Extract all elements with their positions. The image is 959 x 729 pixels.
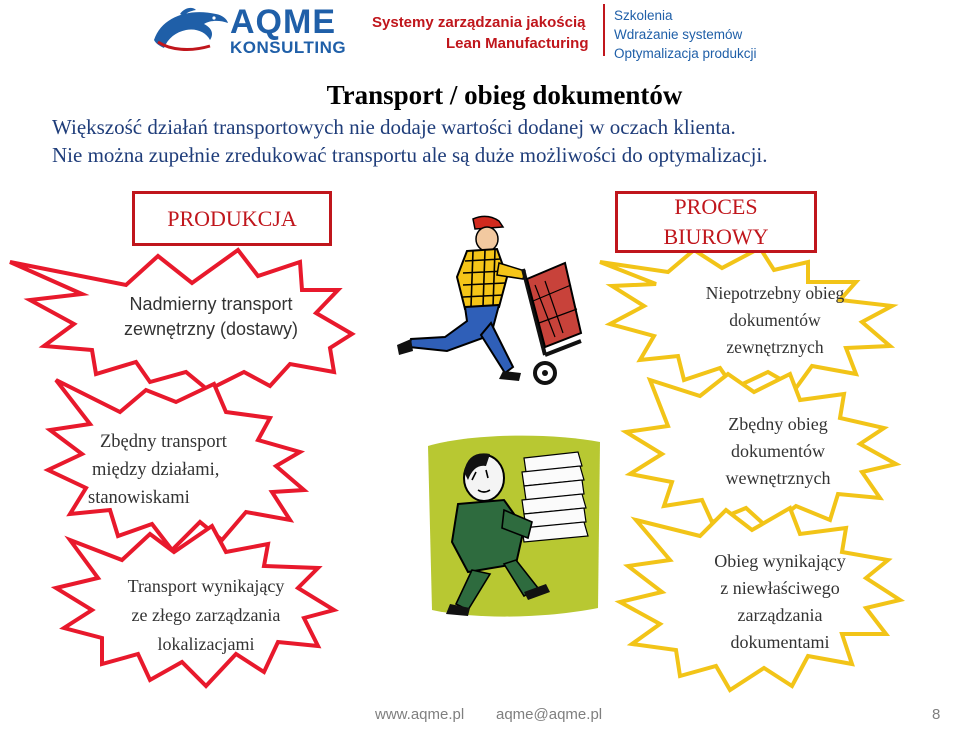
item-line: zewnętrzny (dostawy): [123, 319, 299, 339]
page-number: 8: [932, 706, 941, 723]
logo-brand-text: AQME: [230, 3, 336, 41]
item-line: wewnętrznych: [725, 468, 831, 488]
item-line: Zbędny transport: [100, 432, 227, 452]
item-line: między działami,: [92, 460, 220, 480]
item-line: dokumentów: [731, 441, 825, 461]
man-carrying-documents-icon: [428, 432, 600, 620]
item-line: zewnętrznych: [726, 337, 824, 357]
office-section-label-line-2: BIUROWY: [663, 224, 769, 249]
production-section-box: [132, 191, 332, 246]
production-item-external-transport: [86, 292, 336, 342]
item-line: dokumentów: [729, 310, 821, 330]
item-line: lokalizacjami: [157, 634, 255, 654]
production-item-internal-transport: [88, 428, 292, 512]
item-line: Nadmierny transport: [129, 294, 293, 314]
item-line: Obieg wynikający: [714, 551, 846, 571]
office-item-document-management: [680, 548, 880, 656]
production-item-location-management: [96, 572, 316, 659]
office-section-label-line-1: PROCES: [674, 194, 758, 219]
intro-line-1: Większość działań transportowych nie dodaje wartości dodanej w oczach klienta.: [52, 115, 736, 139]
office-item-internal-documents: [688, 411, 868, 492]
intro-line-2: Nie można zupełnie zredukować transportu ale są duże możliwości do optymalizacji.: [52, 143, 768, 167]
item-line: Zbędny obieg: [728, 414, 828, 434]
production-section-label: PRODUKCJA: [167, 205, 297, 231]
office-process-section-box: [615, 191, 817, 253]
item-line: zarządzania: [737, 605, 823, 625]
item-line: dokumentami: [730, 632, 830, 652]
tagline-quality: Systemy zarządzania jakością: [372, 14, 586, 31]
porter-hand-truck-icon: [395, 215, 595, 395]
service-optimization: Optymalizacja produkcji: [614, 46, 757, 61]
footer-email-link[interactable]: aqme@aqme.pl: [496, 706, 603, 723]
item-line: z niewłaściwego: [720, 578, 840, 598]
office-item-external-documents: [670, 280, 880, 361]
item-line: ze złego zarządzania: [131, 605, 281, 625]
footer-website-link[interactable]: www.aqme.pl: [375, 706, 465, 723]
service-implementation: Wdrażanie systemów: [614, 27, 743, 42]
slide-title: Transport / obieg dokumentów: [326, 80, 683, 110]
logo-sub-text: KONSULTING: [230, 38, 347, 57]
item-line: Transport wynikający: [127, 576, 285, 596]
service-training: Szkolenia: [614, 8, 673, 23]
item-line: Niepotrzebny obieg: [705, 283, 845, 303]
item-line: stanowiskami: [88, 488, 190, 508]
tagline-lean: Lean Manufacturing: [446, 35, 589, 52]
